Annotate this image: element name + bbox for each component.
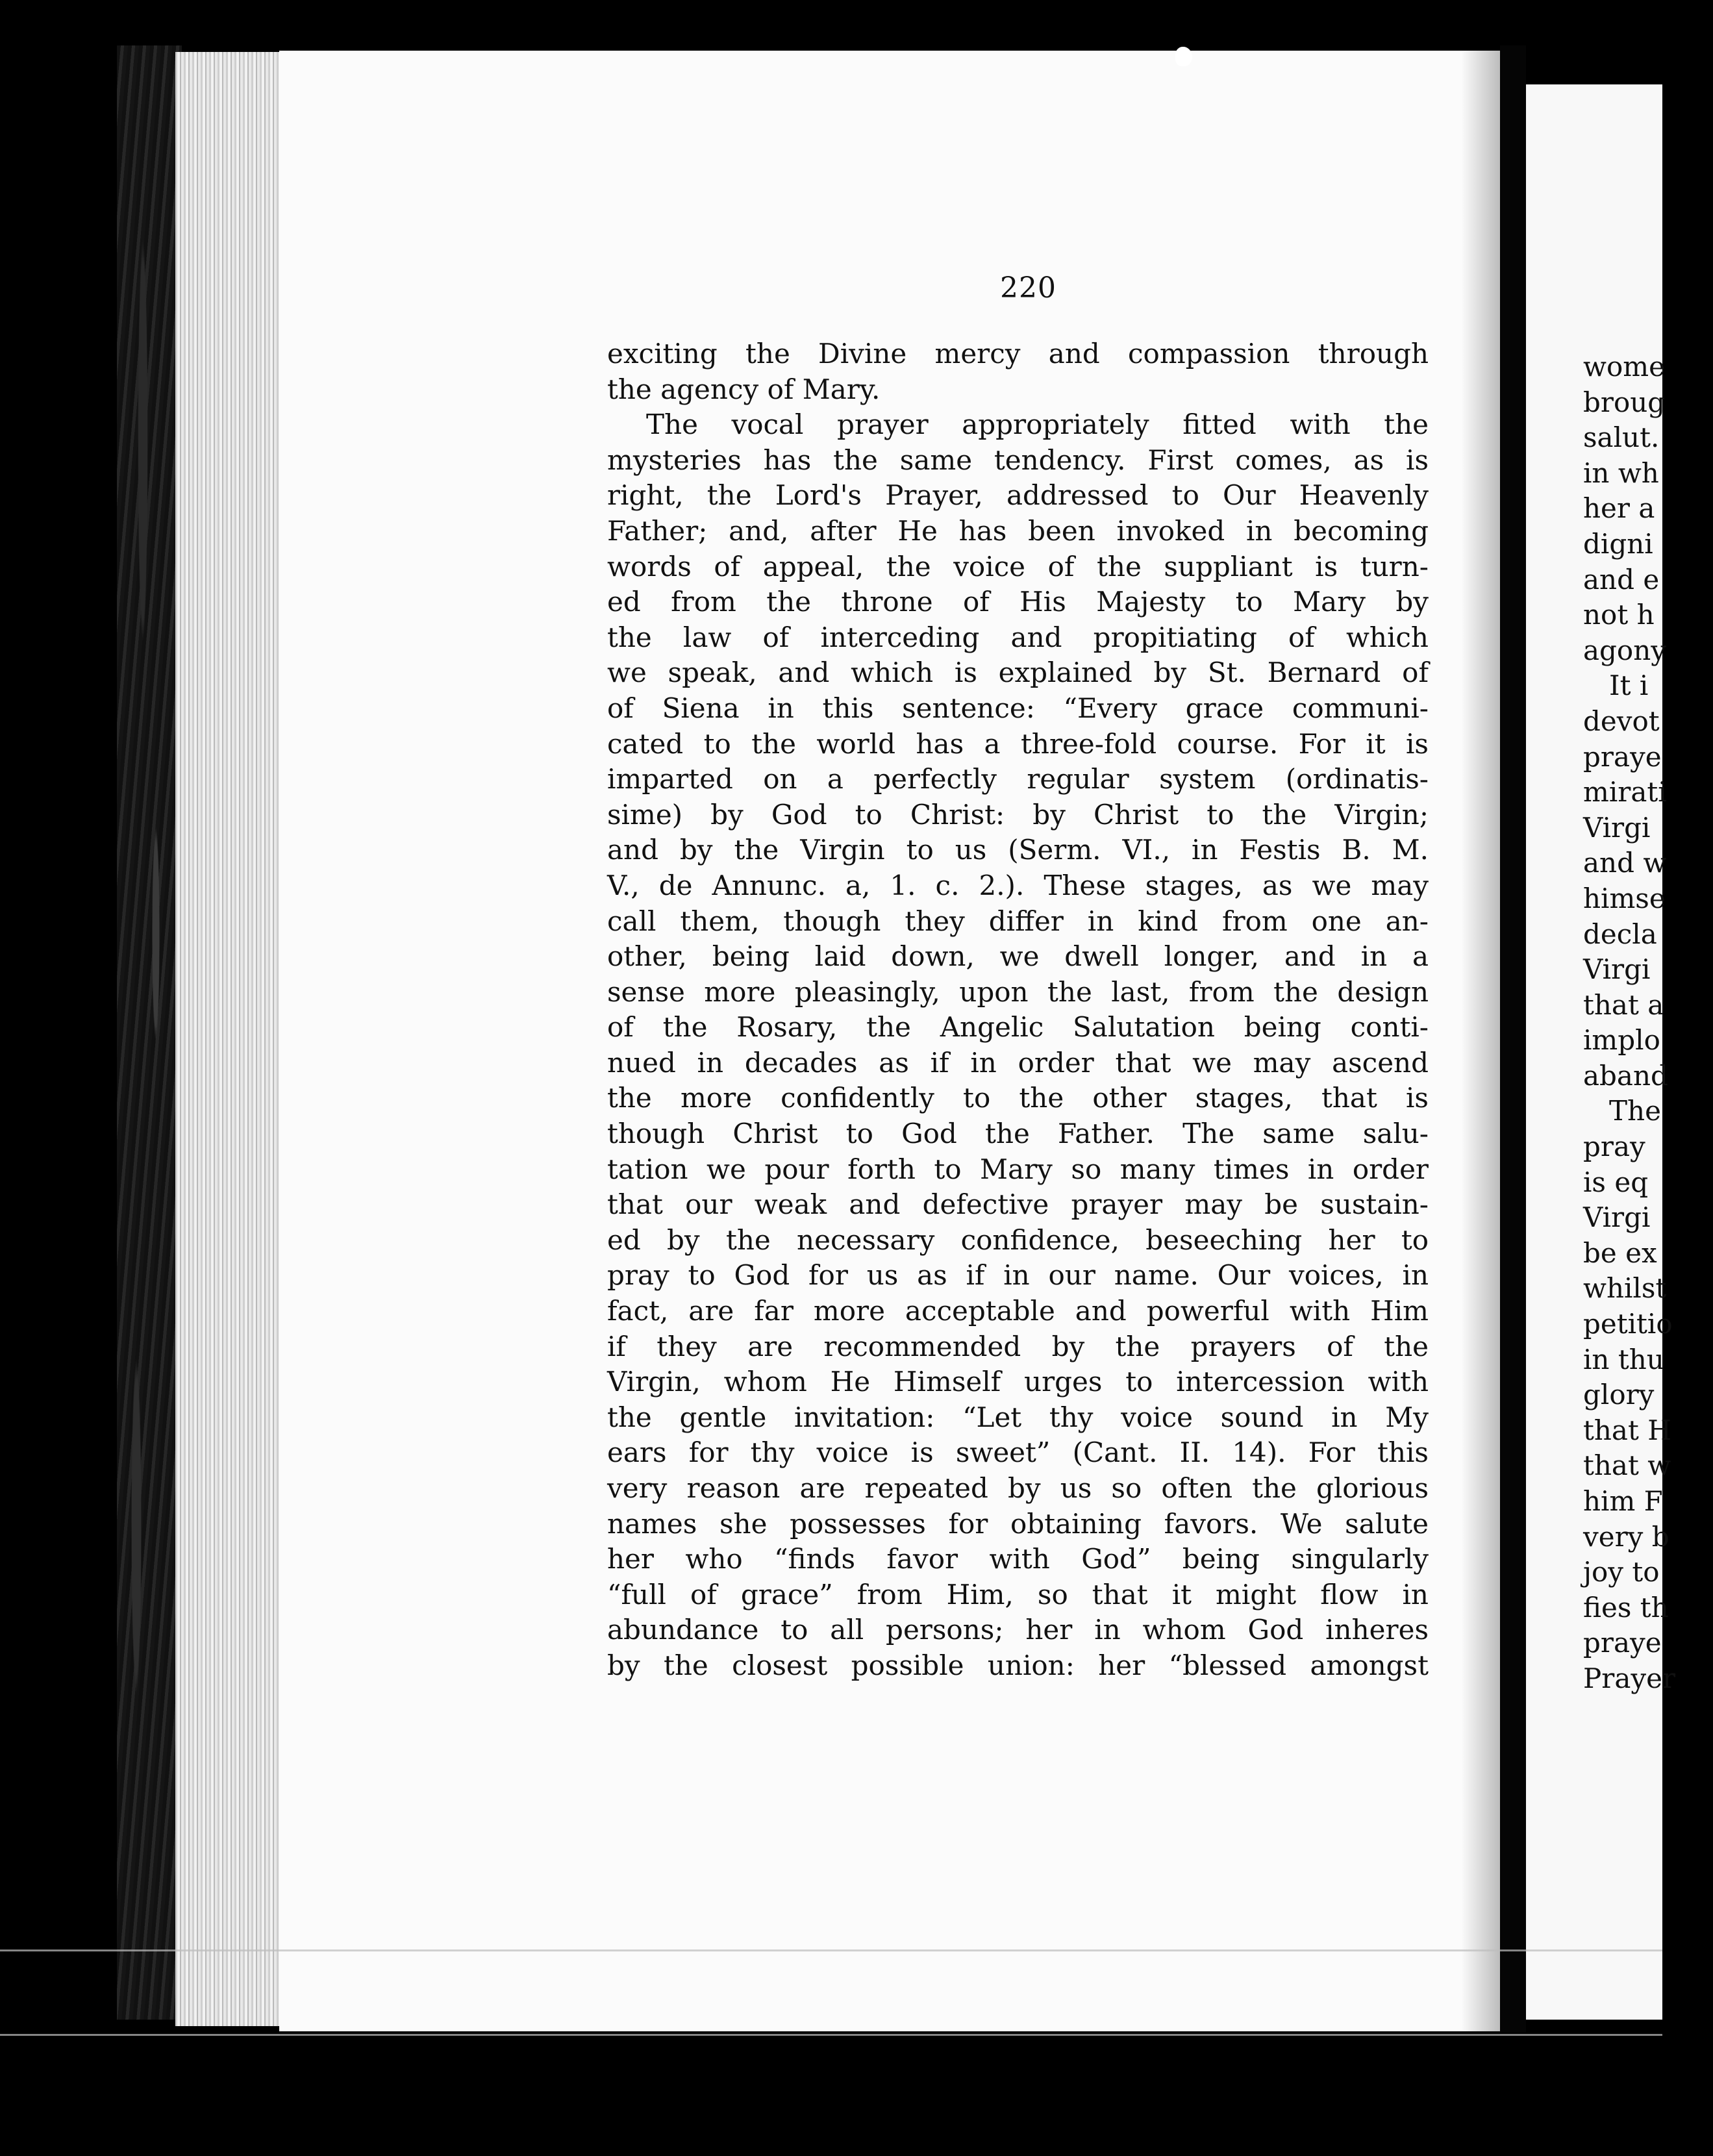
text-line: “full of grace” from Him, so that it might flow in	[607, 1578, 1429, 1611]
facing-page-line: that w	[1583, 1449, 1671, 1482]
text-line: Virgin, whom He Himself urges to intercession with	[607, 1366, 1429, 1398]
text-line: V., de Annunc. a, 1. c. 2.). These stages, as we may	[607, 869, 1429, 901]
facing-page-line: pray	[1583, 1131, 1645, 1163]
facing-page-line: joy to	[1583, 1556, 1660, 1588]
text-line: The vocal prayer appropriately fitted with the	[646, 408, 1429, 441]
scan-line	[0, 2034, 1662, 2036]
facing-page-line: praye	[1583, 740, 1662, 773]
text-line: names she possesses for obtaining favors. We salute	[607, 1507, 1429, 1540]
text-line: Father; and, after He has been invoked in becoming	[607, 514, 1429, 547]
facing-page-line: and w	[1583, 847, 1667, 879]
facing-page-line: Virgi	[1583, 811, 1651, 844]
facing-page-line: mirati	[1583, 776, 1667, 808]
text-line: that our weak and defective prayer may be sustain-	[607, 1188, 1429, 1221]
text-line: fact, are far more acceptable and powerful with Him	[607, 1295, 1429, 1327]
facing-page-line: aband	[1583, 1059, 1668, 1092]
text-line: mysteries has the same tendency. First comes, as is	[607, 444, 1429, 476]
facing-page-line: that a	[1583, 988, 1664, 1021]
text-line: sense more pleasingly, upon the last, from the design	[607, 975, 1429, 1008]
text-line: abundance to all persons; her in whom God inheres	[607, 1614, 1429, 1646]
text-line: of the Rosary, the Angelic Salutation being conti-	[607, 1011, 1429, 1044]
facing-page-line: devot	[1583, 705, 1660, 737]
facing-page-line: decla	[1583, 918, 1657, 950]
text-line: by the closest possible union: her “blessed amongst	[607, 1649, 1429, 1681]
text-line: though Christ to God the Father. The same salu-	[607, 1118, 1429, 1150]
facing-page-line: digni	[1583, 527, 1653, 560]
text-line: the agency of Mary.	[607, 373, 881, 405]
text-line: ed by the necessary confidence, beseeching her to	[607, 1223, 1429, 1256]
text-line: we speak, and which is explained by St. Bernard of	[607, 657, 1429, 689]
text-line: and by the Virgin to us (Serm. VI., in Festis B. M.	[607, 834, 1429, 866]
text-line: nued in decades as if in order that we may ascend	[607, 1046, 1429, 1079]
facing-page-line: salut.	[1583, 421, 1660, 454]
text-line: call them, though they differ in kind from one an-	[607, 905, 1429, 937]
facing-page-line: Prayer	[1583, 1662, 1676, 1694]
facing-page-line: very b	[1583, 1520, 1669, 1553]
facing-page-line: her a	[1583, 492, 1655, 525]
facing-page-line: The	[1609, 1095, 1661, 1127]
facing-page-text	[1583, 349, 1713, 1697]
facing-page-line: broug	[1583, 386, 1666, 418]
facing-page-line: glory	[1583, 1379, 1655, 1411]
facing-page-line: him F	[1583, 1485, 1663, 1517]
facing-page-line: implo	[1583, 1024, 1660, 1057]
facing-page-line: It i	[1609, 670, 1649, 702]
facing-page-line: in thu	[1583, 1343, 1664, 1375]
gutter-shadow	[1461, 51, 1500, 2031]
facing-page-line: in wh	[1583, 457, 1659, 489]
facing-page-line: wome	[1583, 351, 1665, 382]
facing-page-line: praye	[1583, 1627, 1662, 1659]
page-number: 220	[1000, 271, 1057, 305]
text-line: words of appeal, the voice of the suppliant is turn-	[607, 550, 1429, 583]
text-line: tation we pour forth to Mary so many times in order	[607, 1153, 1429, 1185]
text-line: the gentle invitation: “Let thy voice sound in My	[607, 1401, 1429, 1433]
marbled-cover-edge	[117, 45, 182, 2020]
body-text	[607, 336, 1429, 1684]
facing-page-line: himse	[1583, 882, 1666, 914]
text-line: ears for thy voice is sweet” (Cant. II. 14). For this	[607, 1436, 1429, 1469]
facing-page-line: and e	[1583, 563, 1660, 595]
text-line: very reason are repeated by us so often the glorious	[607, 1472, 1429, 1504]
text-line: imparted on a perfectly regular system (ordinatis-	[607, 763, 1429, 796]
text-line: if they are recommended by the prayers of the	[607, 1330, 1429, 1362]
page-edges	[175, 52, 279, 2026]
facing-page-line: is eq	[1583, 1166, 1649, 1198]
text-line: her who “finds favor with God” being singularly	[607, 1543, 1429, 1575]
facing-page-line: that H	[1583, 1414, 1671, 1446]
facing-page-line: not h	[1583, 599, 1655, 631]
text-line: sime) by God to Christ: by Christ to the Virgin;	[607, 798, 1429, 831]
text-line: other, being laid down, we dwell longer, and in a	[607, 940, 1429, 973]
facing-page-line: Virgi	[1583, 953, 1651, 986]
text-line: ed from the throne of His Majesty to Mary by	[607, 586, 1429, 618]
facing-page-line: fies th	[1583, 1591, 1669, 1623]
text-line: the law of interceding and propitiating of which	[607, 621, 1429, 653]
text-line: cated to the world has a three-fold course. For it is	[607, 727, 1429, 760]
text-line: pray to God for us as if in our name. Our voices, in	[607, 1259, 1429, 1292]
text-line: exciting the Divine mercy and compassion through	[607, 338, 1429, 370]
text-line: right, the Lord's Prayer, addressed to Our Heavenly	[607, 479, 1429, 512]
text-line: of Siena in this sentence: “Every grace communi-	[607, 692, 1429, 724]
facing-page-line: Virgi	[1583, 1201, 1651, 1234]
text-line: the more confidently to the other stages, that is	[607, 1082, 1429, 1114]
facing-page-line: whilst	[1583, 1272, 1667, 1305]
scan-speck	[1175, 47, 1192, 66]
book-gutter	[1500, 45, 1526, 2033]
facing-page-line: agony	[1583, 634, 1666, 666]
scan-line	[0, 1949, 1662, 1951]
facing-page-line: be ex	[1583, 1236, 1657, 1269]
facing-page-line: petitio	[1583, 1308, 1673, 1340]
